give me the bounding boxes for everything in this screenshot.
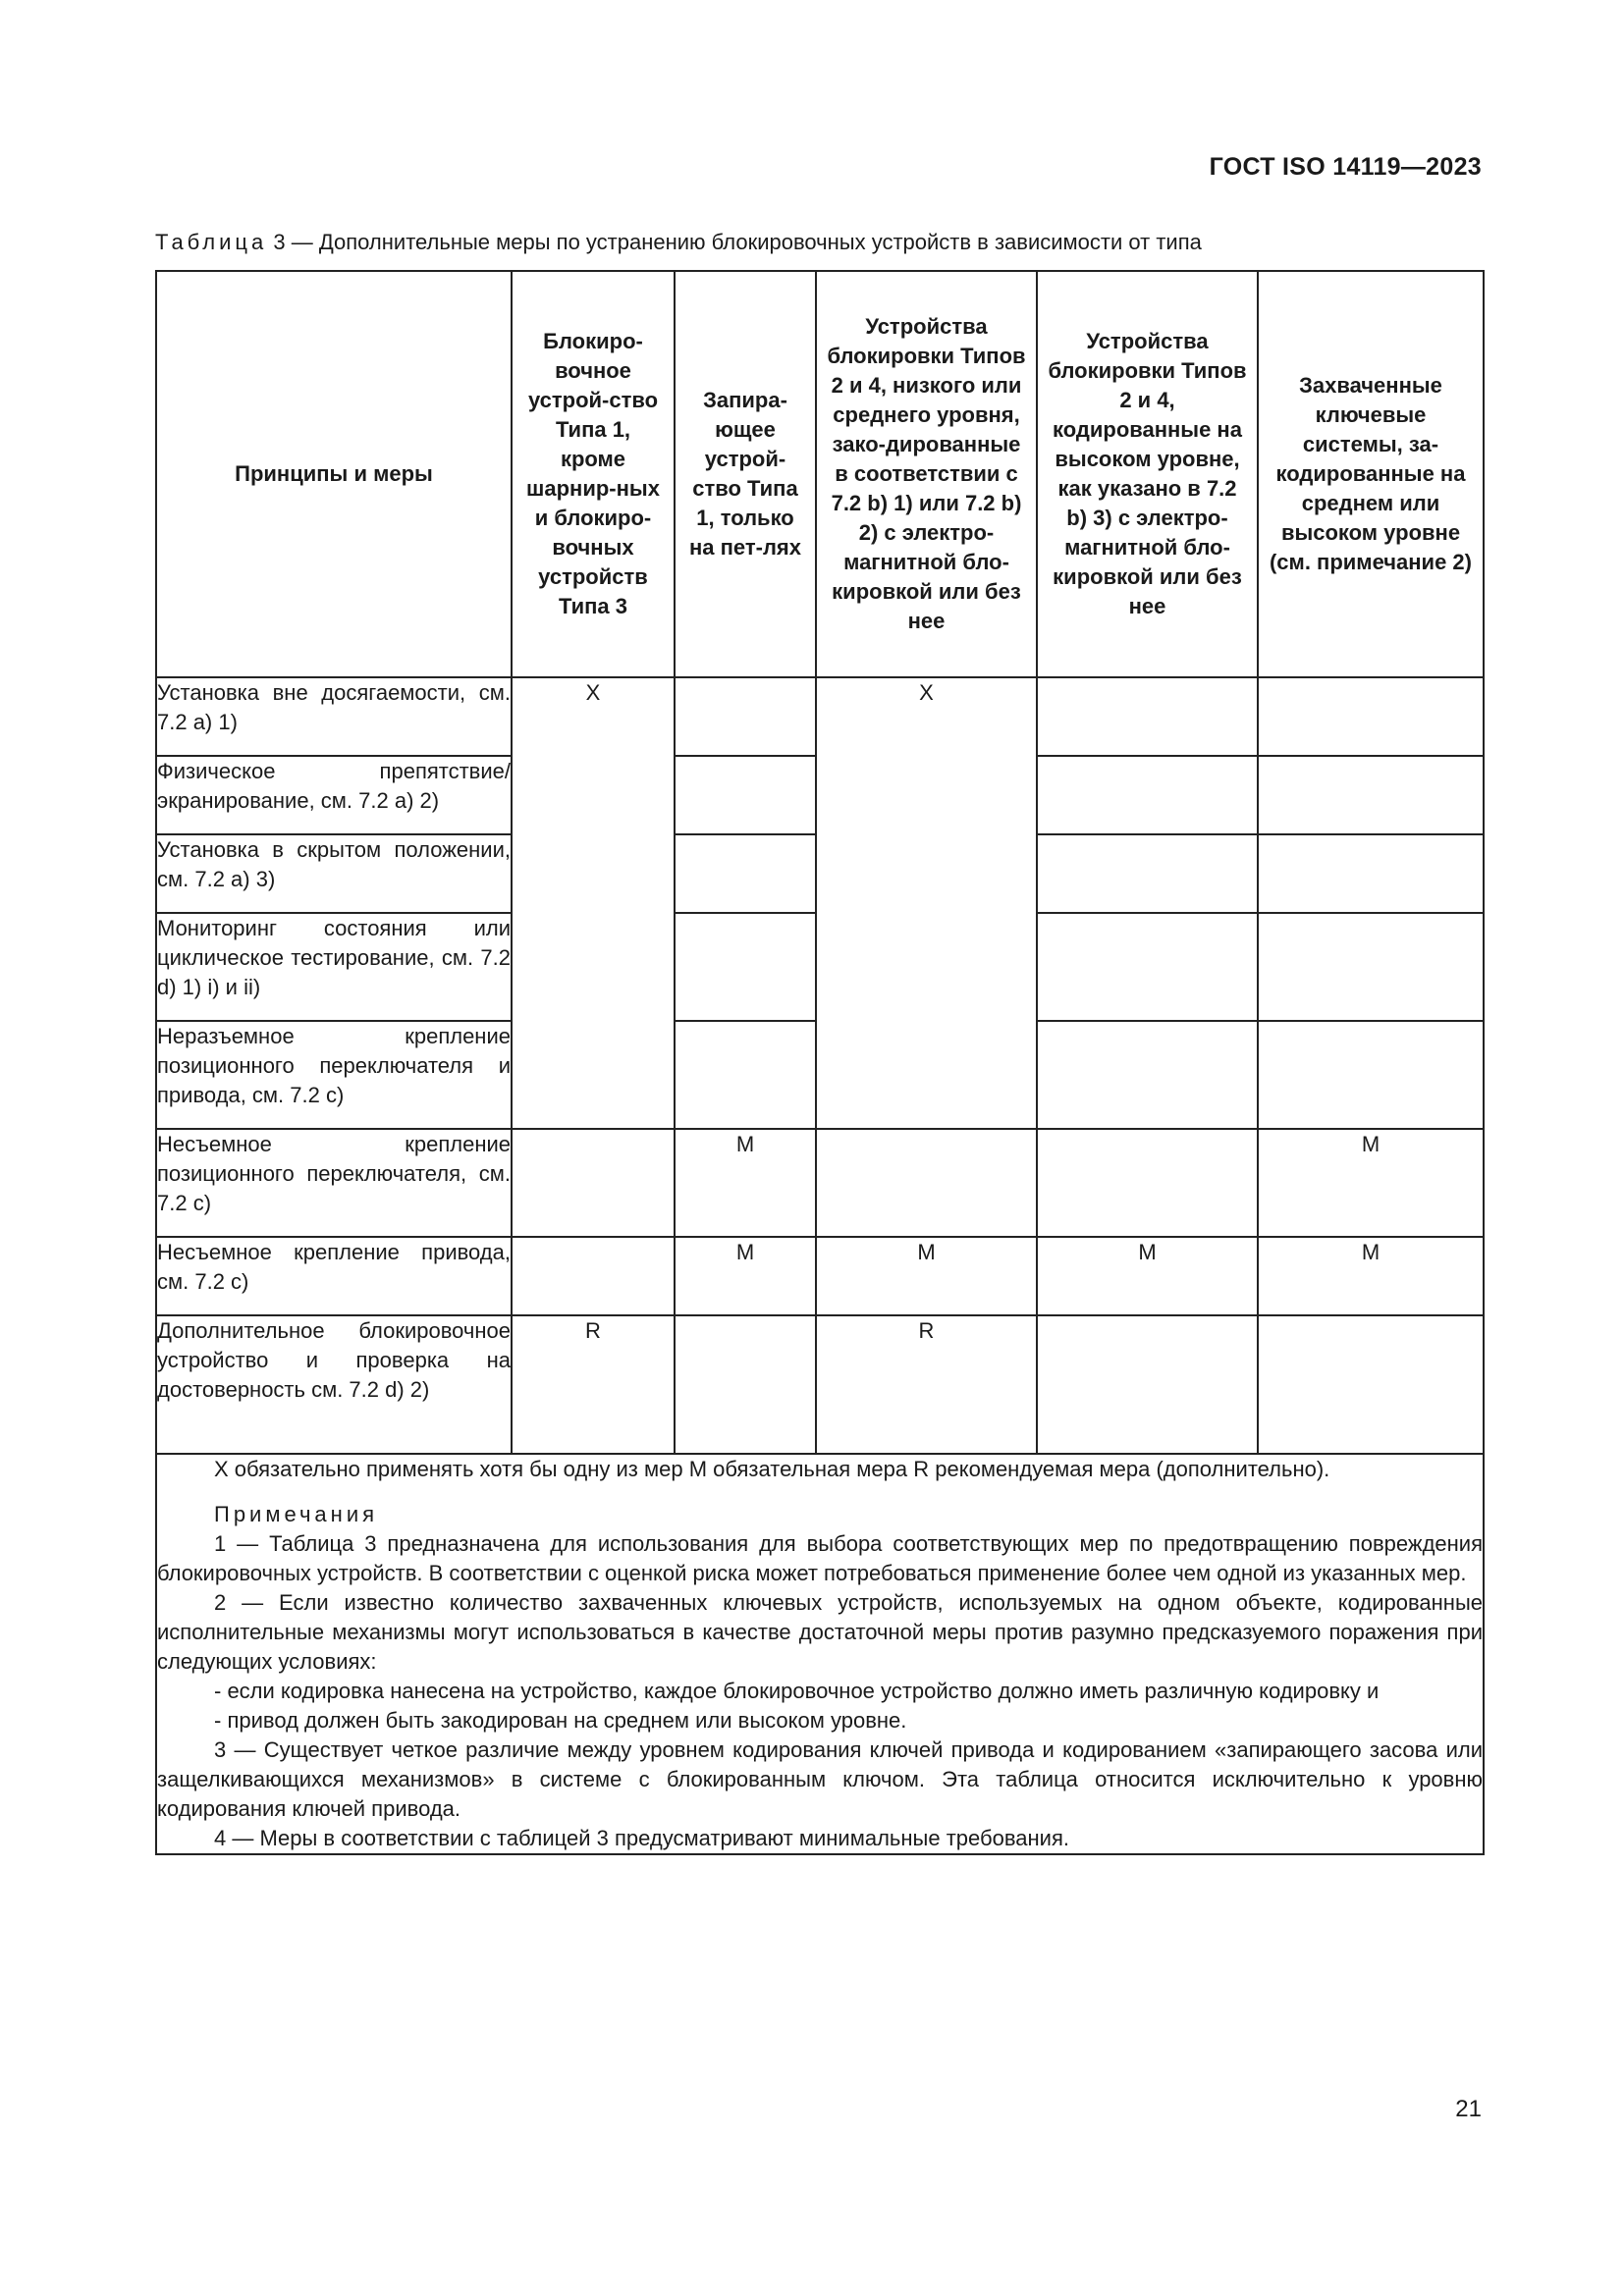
document-code: ГОСТ ISO 14119—2023 bbox=[1209, 153, 1482, 181]
mark-cell bbox=[1037, 913, 1258, 1021]
mark-cell: M bbox=[675, 1237, 816, 1315]
measure-cell: Дополнительное блокировочное устройство и проверка на достоверность см. 7.2 d) 2) bbox=[156, 1315, 512, 1454]
mark-cell bbox=[1037, 1129, 1258, 1237]
table-header-row bbox=[156, 271, 1484, 677]
mark-cell bbox=[1037, 1315, 1258, 1454]
mark-cell bbox=[816, 1129, 1037, 1237]
mark-cell bbox=[1258, 1021, 1484, 1129]
table-row bbox=[156, 1129, 1484, 1237]
notes-cell bbox=[156, 1454, 1484, 1854]
notes-title: Примечания bbox=[214, 1502, 379, 1526]
header-principles: Принципы и меры bbox=[156, 271, 512, 677]
mark-cell bbox=[675, 913, 816, 1021]
table-caption-text: — Дополнительные меры по устранению блокировочных устройств в зависимости от типа bbox=[285, 230, 1202, 254]
measure-cell: Несъемное крепление привода, см. 7.2 c) bbox=[156, 1237, 512, 1315]
table-container bbox=[155, 270, 1483, 1855]
mark-cell bbox=[675, 1315, 816, 1454]
note-item: 3 — Существует четкое различие между уровнем кодирования ключей привода и кодированием «запирающего засова или защелкивающихся механизмов» в системе с блокированным ключом. Эта таблица относится исключительно к уровню кодирования ключей привода. bbox=[157, 1737, 1483, 1821]
table-caption bbox=[155, 230, 1202, 255]
mark-cell bbox=[1258, 913, 1484, 1021]
note-item: 1 — Таблица 3 предназначена для использования для выбора соответствующих мер по предотвращению повреждения блокировочных устройств. В соответствии с оценкой риска может потребоваться применение более чем одной из указанных мер. bbox=[157, 1531, 1483, 1585]
mark-cell: M bbox=[1258, 1129, 1484, 1237]
note-item: - если кодировка нанесена на устройство, каждое блокировочное устройство должно иметь различную кодировку и bbox=[214, 1679, 1380, 1703]
mark-cell: M bbox=[1037, 1237, 1258, 1315]
header-type1-interlock: Блокиро-вочное устрой-ство Типа 1, кроме шарнир-ных и блокиро-вочных устройств Типа 3 bbox=[512, 271, 675, 677]
mark-cell bbox=[512, 1129, 675, 1237]
table-row bbox=[156, 1315, 1484, 1454]
table-row bbox=[156, 1237, 1484, 1315]
header-type2-4-low-medium: Устройства блокировки Типов 2 и 4, низкого или среднего уровня, зако-дированные в соответствии с 7.2 b) 1) или 7.2 b) 2) с электро-магнитной бло-кировкой или без нее bbox=[816, 271, 1037, 677]
mark-cell bbox=[1258, 1315, 1484, 1454]
header-type2-4-high: Устройства блокировки Типов 2 и 4, кодированные на высоком уровне, как указано в 7.2 b) 3) с электро-магнитной бло-кировкой или без нее bbox=[1037, 271, 1258, 677]
table-caption-label: Таблица bbox=[155, 230, 268, 254]
mark-cell bbox=[675, 1021, 816, 1129]
note-item: 2 — Если известно количество захваченных ключевых устройств, используемых на одном объекте, кодированные исполнительные механизмы могут использоваться в качестве достаточной меры против разумно предсказуемого поражения при следующих условиях: bbox=[157, 1590, 1483, 1674]
table-legend: X обязательно применять хотя бы одну из мер M обязательная мера R рекомендуемая мера (дополнительно). bbox=[214, 1457, 1330, 1481]
mark-cell bbox=[1037, 834, 1258, 913]
measure-cell: Неразъемное крепление позиционного переключателя и привода, см. 7.2 c) bbox=[156, 1021, 512, 1129]
mark-cell: R bbox=[512, 1315, 675, 1454]
header-trapped-key: Захваченные ключевые системы, за-кодированные на среднем или высоком уровне (см. примечание 2) bbox=[1258, 271, 1484, 677]
mark-cell: R bbox=[816, 1315, 1037, 1454]
mark-cell: X bbox=[816, 677, 1037, 1129]
header-type1-hinged-lock: Запира-ющее устрой-ство Типа 1, только на пет-лях bbox=[675, 271, 816, 677]
mark-cell bbox=[675, 834, 816, 913]
mark-cell: M bbox=[816, 1237, 1037, 1315]
measure-cell: Несъемное крепление позиционного переключателя, см. 7.2 c) bbox=[156, 1129, 512, 1237]
mark-cell bbox=[1037, 756, 1258, 834]
measure-cell: Установка вне досягаемости, см. 7.2 a) 1) bbox=[156, 677, 512, 756]
mark-cell: M bbox=[1258, 1237, 1484, 1315]
measure-cell: Мониторинг состояния или циклическое тестирование, см. 7.2 d) 1) i) и ii) bbox=[156, 913, 512, 1021]
mark-cell bbox=[1258, 834, 1484, 913]
mark-cell bbox=[1258, 756, 1484, 834]
mark-cell bbox=[675, 756, 816, 834]
table-notes-row bbox=[156, 1454, 1484, 1854]
mark-cell: M bbox=[675, 1129, 816, 1237]
measures-table bbox=[155, 270, 1485, 1855]
page-number: 21 bbox=[1455, 2096, 1482, 2122]
measure-cell: Установка в скрытом положении, см. 7.2 a) 3) bbox=[156, 834, 512, 913]
table-caption-number: 3 bbox=[273, 230, 286, 254]
table-row bbox=[156, 677, 1484, 756]
measure-cell: Физическое препятствие/ экранирование, см. 7.2 a) 2) bbox=[156, 756, 512, 834]
note-item: 4 — Меры в соответствии с таблицей 3 предусматривают минимальные требования. bbox=[214, 1826, 1069, 1850]
mark-cell bbox=[675, 677, 816, 756]
mark-cell bbox=[1037, 1021, 1258, 1129]
mark-cell: X bbox=[512, 677, 675, 1129]
mark-cell bbox=[512, 1237, 675, 1315]
mark-cell bbox=[1258, 677, 1484, 756]
note-item: - привод должен быть закодирован на среднем или высоком уровне. bbox=[214, 1708, 907, 1733]
mark-cell bbox=[1037, 677, 1258, 756]
